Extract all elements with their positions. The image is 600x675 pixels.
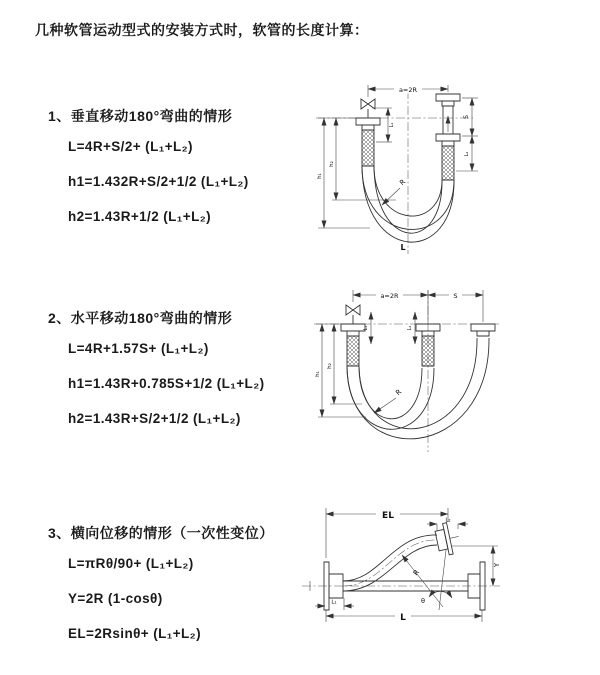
flange-right (471, 324, 495, 336)
dim-y-label: Y (493, 562, 501, 568)
dim-h1-label: h₁ (317, 173, 323, 179)
radius-label: R (411, 568, 422, 578)
section-3-heading: 3、横向位移的情形（一次性变位） (48, 525, 274, 541)
braided-hose-section (442, 146, 454, 180)
dim-span-label: a=2R (398, 85, 418, 94)
formula-line: L=4R+1.57S+ (L₁+L₂) (68, 341, 209, 356)
section-2-heading: 2、水平移动180°弯曲的情形 (48, 310, 233, 326)
radius-callout (382, 178, 407, 205)
formula-line: h1=1.432R+S/2+1/2 (L₁+L₂) (68, 174, 249, 189)
braided-hose-section (362, 130, 374, 166)
dim-stroke-label: S (453, 291, 458, 300)
section-lateral-displacement (48, 524, 274, 647)
length-label: L (400, 243, 406, 252)
page-title: 几种软管运动型式的安装方式时，软管的长度计算： (35, 22, 369, 38)
diagram-vertical-180-bend (308, 76, 598, 256)
dim-l2-label: L₂ (407, 325, 413, 331)
dimension-y (452, 546, 501, 586)
dim-l-label: L (400, 613, 406, 623)
flange-right (436, 94, 460, 180)
dimension-l (326, 609, 482, 623)
diagram-lateral-displacement (296, 498, 596, 663)
valve-icon (346, 305, 360, 324)
dim-l1-label: L₁ (363, 325, 369, 331)
radius-label: R (394, 387, 404, 398)
radius-callout (374, 388, 403, 413)
dim-stroke-label: S (463, 115, 470, 119)
angle-label: θ (421, 597, 425, 605)
dim-el-label: EL (382, 511, 394, 521)
section-1-heading: 1、垂直移动180°弯曲的情形 (48, 108, 233, 124)
dim-h1-label: h₁ (315, 371, 321, 377)
formula-line: h1=1.43R+0.785S+1/2 (L₁+L₂) (68, 376, 265, 391)
diagram-horizontal-180-bend (308, 282, 598, 462)
formula-line: h2=1.43R+1/2 (L₁+L₂) (68, 209, 212, 224)
hose-displaced-position (343, 535, 437, 591)
formula-line: EL=2Rsinθ+ (L₁+L₂) (68, 626, 201, 641)
dim-span-label: a=2R (380, 291, 399, 300)
braided-hose-section (422, 336, 434, 366)
centerlines (302, 581, 500, 591)
dim-h2-label: h₂ (327, 363, 333, 369)
dim-l1-label: L₁ (331, 599, 337, 606)
dim-l1-label: L₁ (389, 122, 395, 128)
radius-label: R (398, 177, 408, 188)
valve-icon (361, 99, 375, 118)
dimension-l1 (315, 598, 354, 610)
section-horizontal-motion (48, 309, 264, 432)
braided-hose-section (347, 336, 359, 366)
angle-construction (402, 550, 452, 610)
hose-u-curves (347, 338, 489, 439)
section-vertical-motion (48, 107, 249, 230)
formula-line: Y=2R (1-cosθ) (68, 591, 163, 606)
formula-line: L=πRθ/90+ (L₁+L₂) (68, 556, 194, 571)
dimension-el (326, 507, 451, 558)
formula-line: h2=1.43R+S/2+1/2 (L₁+L₂) (68, 411, 241, 426)
dim-h2-label: h₂ (329, 161, 335, 167)
dimension-stroke (456, 98, 478, 171)
formula-line: L=4R+S/2+ (L₁+L₂) (68, 139, 193, 154)
flange-left (341, 324, 365, 366)
dim-l2-label: L₂ (445, 517, 451, 524)
centerlines (314, 290, 500, 452)
small-dimensions (363, 312, 415, 344)
dimension-span (353, 290, 483, 322)
dim-l2-label: L₂ (464, 151, 470, 157)
dimension-heights (317, 118, 396, 228)
